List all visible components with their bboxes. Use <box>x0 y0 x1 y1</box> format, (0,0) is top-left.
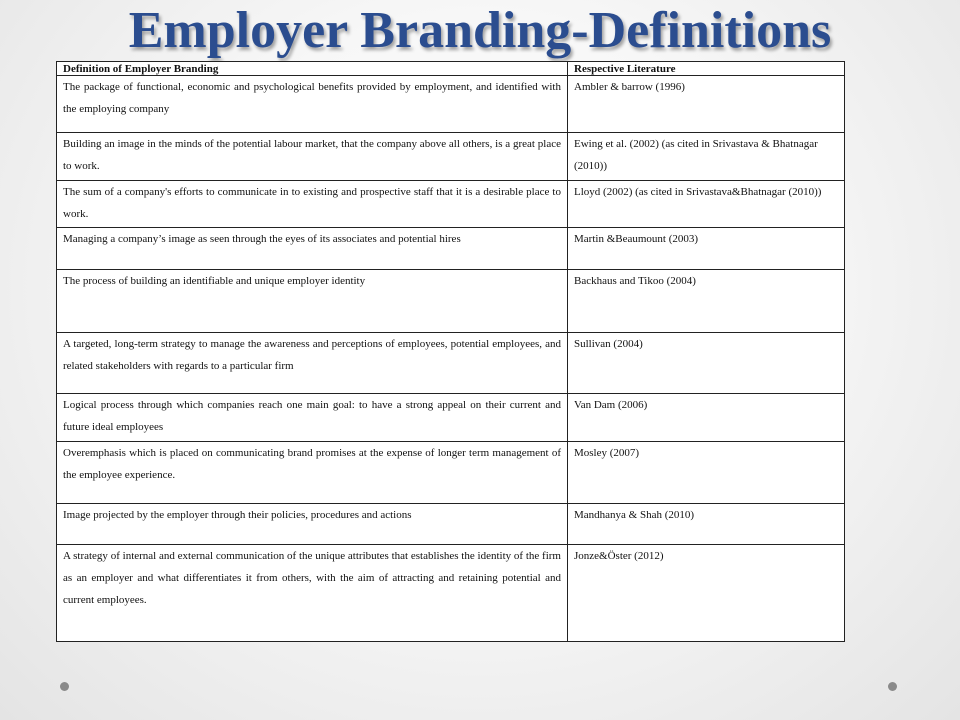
definitions-table <box>56 61 845 642</box>
header-literature: Respective Literature <box>568 62 845 76</box>
definition-cell: The process of building an identifiable and unique employer identity <box>57 270 568 332</box>
slide-title: Employer Branding-Definitions <box>128 2 832 59</box>
table-row <box>57 394 845 441</box>
literature-cell: Backhaus and Tikoo (2004) <box>568 270 845 332</box>
literature-cell: Jonze&Öster (2012) <box>568 545 845 642</box>
definition-cell: Overemphasis which is placed on communicating brand promises at the expense of longer term management of the employee experience. <box>57 441 568 503</box>
definition-cell: The sum of a company's efforts to communicate in to existing and prospective staff that it is a desirable place to work. <box>57 180 568 227</box>
literature-cell: Ewing et al. (2002) (as cited in Srivastava & Bhatnagar (2010)) <box>568 133 845 180</box>
literature-cell: Mandhanya & Shah (2010) <box>568 503 845 544</box>
definition-cell: The package of functional, economic and psychological benefits provided by employment, and identified with the employing company <box>57 76 568 133</box>
table-row <box>57 503 845 544</box>
literature-cell: Ambler & barrow (1996) <box>568 76 845 133</box>
table-row <box>57 76 845 133</box>
header-definition: Definition of Employer Branding <box>57 62 568 76</box>
table-row <box>57 270 845 332</box>
literature-cell: Van Dam (2006) <box>568 394 845 441</box>
table-row <box>57 441 845 503</box>
table-header-row <box>57 62 845 76</box>
definition-cell: Building an image in the minds of the potential labour market, that the company above all others, is a great place to work. <box>57 133 568 180</box>
table-row <box>57 545 845 642</box>
definition-cell: Image projected by the employer through their policies, procedures and actions <box>57 503 568 544</box>
literature-cell: Martin &Beaumount (2003) <box>568 228 845 270</box>
decorative-dot-right <box>888 682 897 691</box>
literature-cell: Sullivan (2004) <box>568 332 845 393</box>
definition-cell: A targeted, long-term strategy to manage the awareness and perceptions of employees, potential employees, and related stakeholders with regards to a particular firm <box>57 332 568 393</box>
definition-cell: Managing a company’s image as seen through the eyes of its associates and potential hires <box>57 228 568 270</box>
table-row <box>57 228 845 270</box>
decorative-dot-left <box>60 682 69 691</box>
literature-cell: Mosley (2007) <box>568 441 845 503</box>
literature-cell: Lloyd (2002) (as cited in Srivastava&Bhatnagar (2010)) <box>568 180 845 227</box>
definition-cell: A strategy of internal and external communication of the unique attributes that establishes the identity of the firm as an employer and what differentiates it from others, with the aim of attracting and retaining potential and current employees. <box>57 545 568 642</box>
table-row <box>57 180 845 227</box>
definitions-table-container <box>56 61 844 642</box>
table-row <box>57 332 845 393</box>
definition-cell: Logical process through which companies reach one main goal: to have a strong appeal on their current and future ideal employees <box>57 394 568 441</box>
table-row <box>57 133 845 180</box>
